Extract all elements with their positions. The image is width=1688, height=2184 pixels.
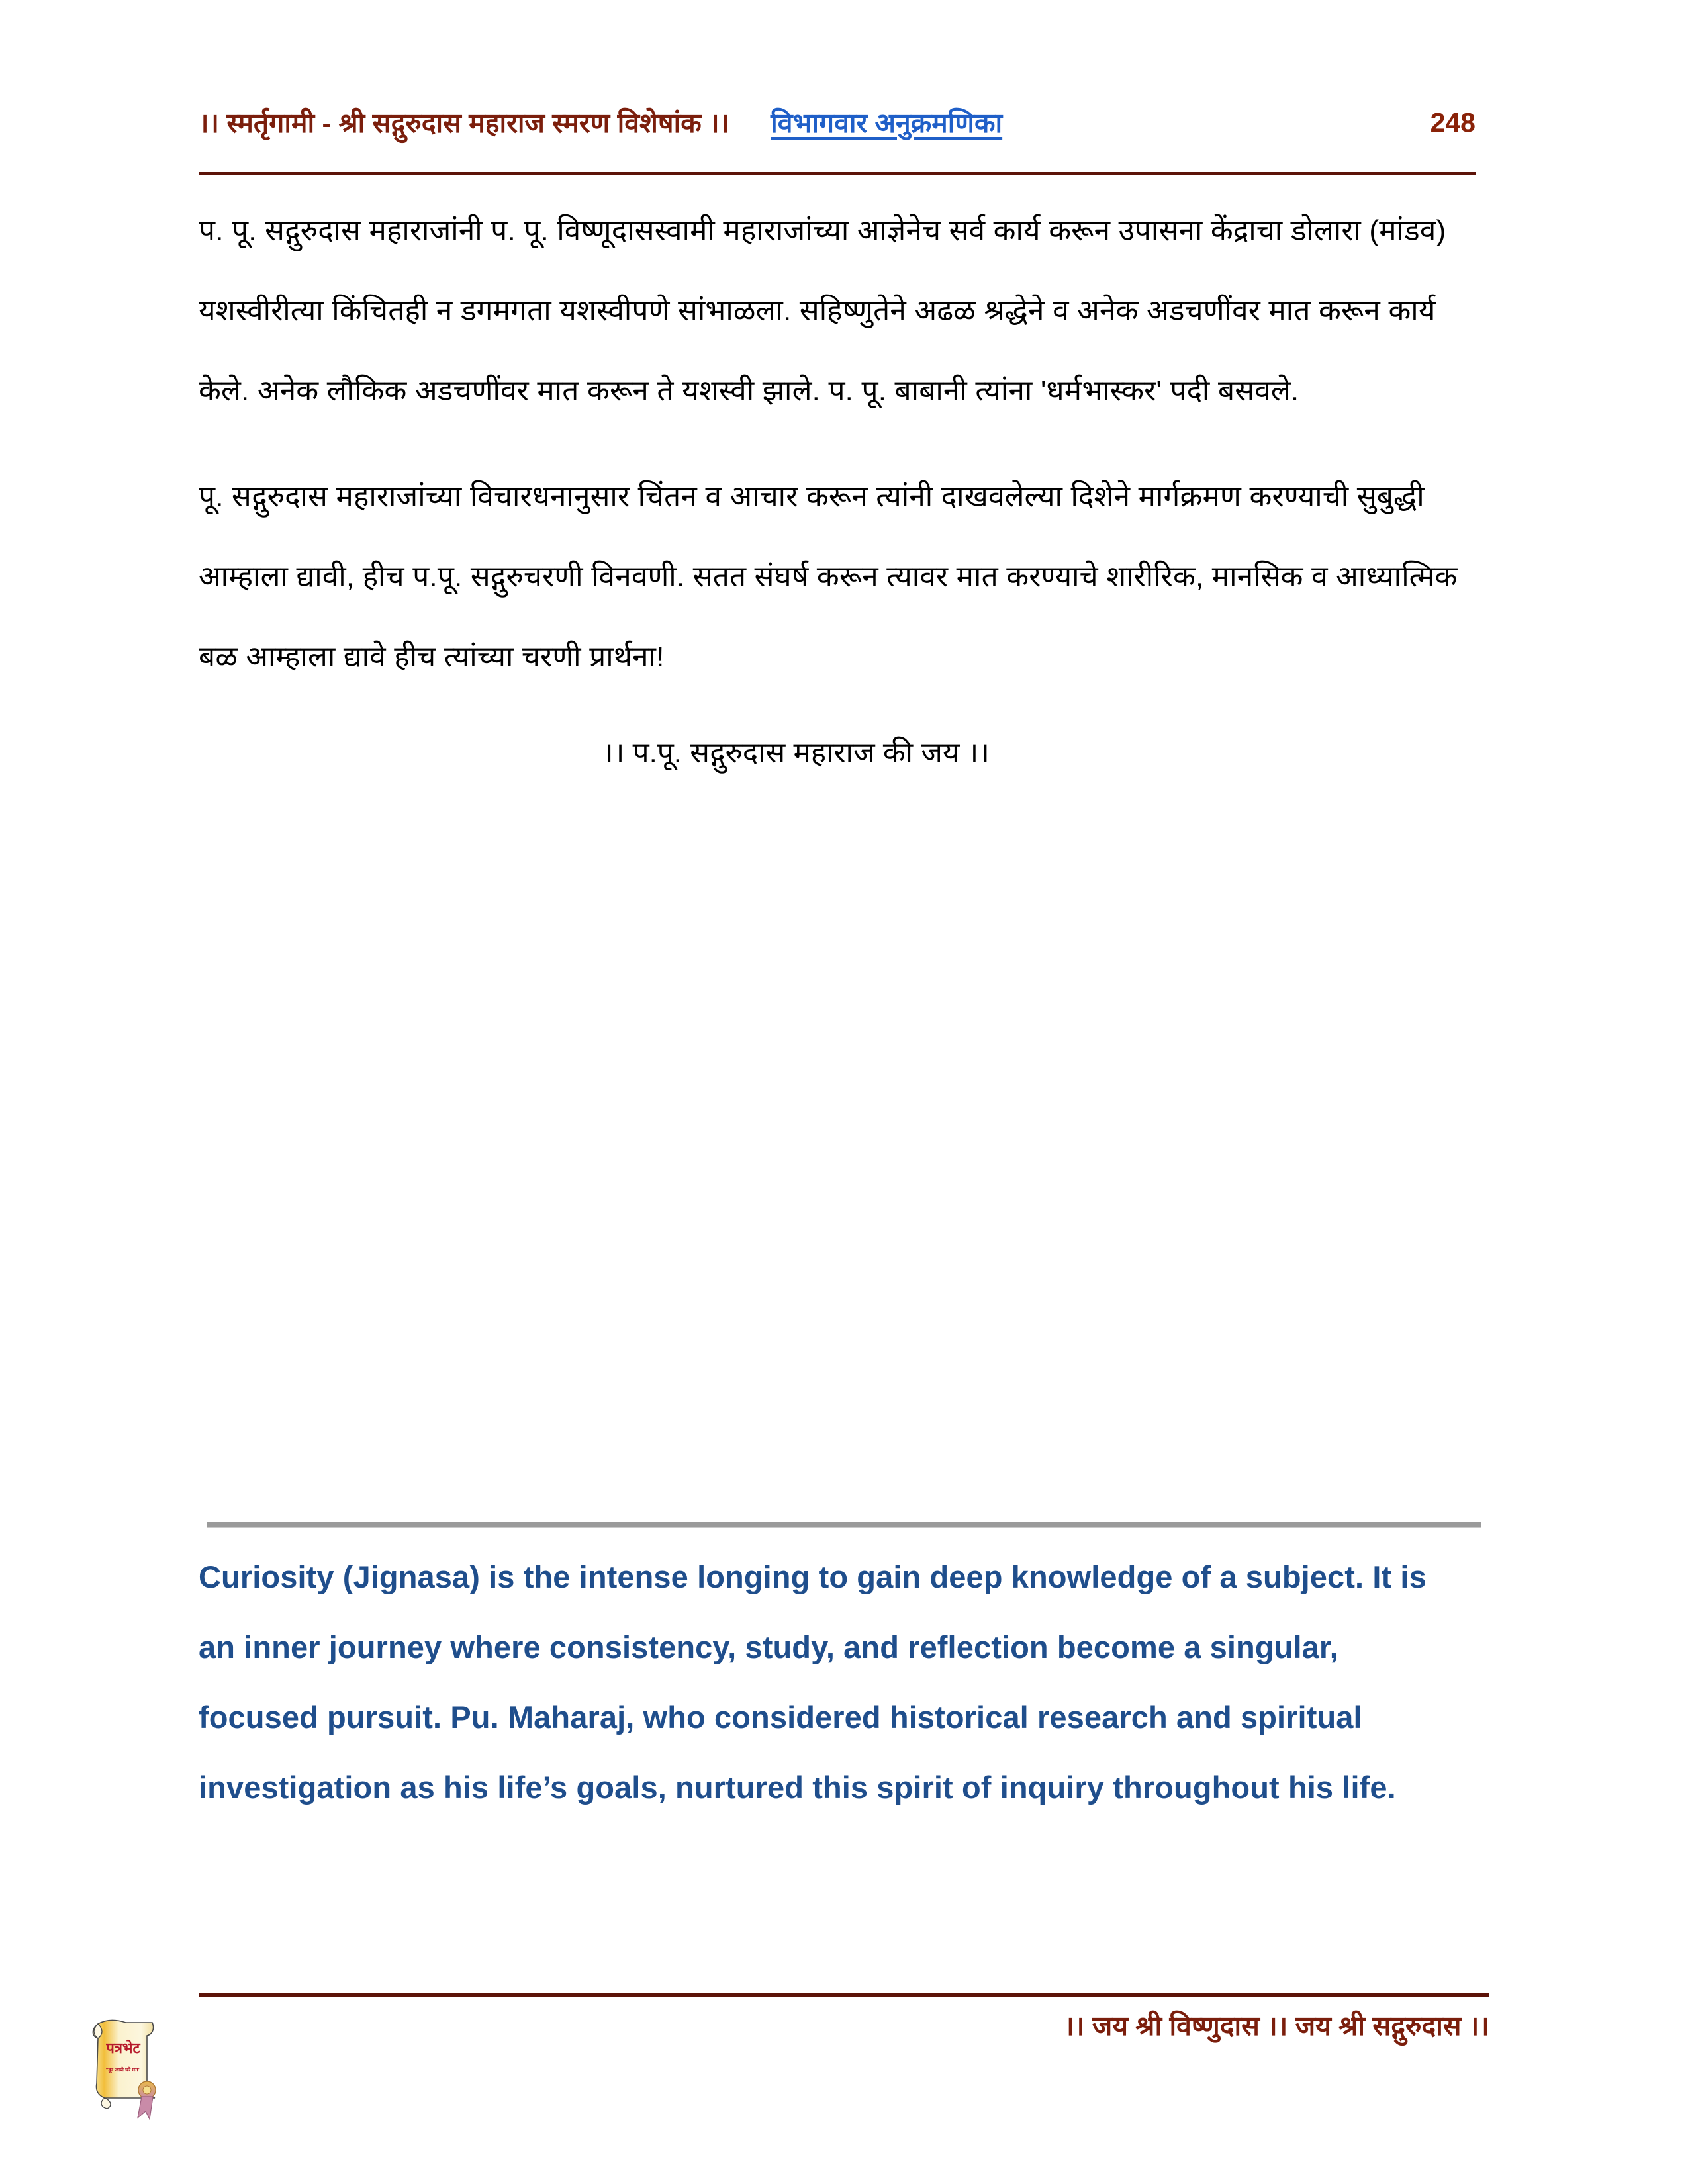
quote-text: Curiosity (Jignasa) is the intense longing to gain deep knowledge of a subject. It is an inner journey where consistency, study, and reflection become a singular, focused pursuit. Pu. Maharaj, who considered historical research and spiritual investigation as his life’s goals, nurtured this spirit of inquiry throughout his life. — [199, 1559, 1427, 1805]
logo-title: पत्रभेट — [106, 2040, 140, 2056]
seal-ribbon-tails — [138, 2097, 153, 2119]
page-title: ।। स्मर्तृगामी - श्री सद्गुरुदास महाराज स्मरण विशेषांक ।। — [199, 108, 730, 138]
page-number: 248 — [1430, 107, 1476, 138]
header-divider — [199, 172, 1476, 175]
footer-text: ।। जय श्री विष्णुदास ।। जय श्री सद्गुरुदास ।। — [1064, 2011, 1489, 2041]
logo-tagline: "दूर जाणे घरे मन" — [105, 2067, 141, 2073]
patrabhet-scroll-logo — [78, 2012, 164, 2128]
seal-center — [143, 2086, 151, 2094]
quote-block — [199, 1542, 1456, 1823]
quote-divider — [207, 1522, 1481, 1528]
footer-divider — [199, 1993, 1489, 1997]
paragraph-2: पू. सद्गुरुदास महाराजांच्या विचारधनानुसार चिंतन व आचार करून त्यांनी दाखवलेल्या दिशेने मार्गक्रमण करण्याची सुबुद्धी आम्हाला द्यावी, हीच प.पू. सद्गुरुचरणी विनवणी. सतत संघर्ष करून त्यावर मात करण्याचे शारीरिक, मानसिक व आध्यात्मिक बळ आम्हाला द्यावे हीच त्यांच्या चरणी प्रार्थना! — [199, 480, 1458, 673]
paragraph-1: प. पू. सद्गुरुदास महाराजांनी प. पू. विष्णूदासस्वामी महाराजांच्या आज्ञेनेच सर्व कार्य करून उपासना केंद्राचा डोलारा (मांडव) यशस्वीरीत्या किंचितही न डगमगता यशस्वीपणे सांभाळला. सहिष्णुतेने अढळ श्रद्धेने व अनेक अडचणींवर मात करून कार्य केले. अनेक लौकिक अडचणींवर मात करून ते यशस्वी झाले. प. पू. बाबानी त्यांना 'धर्मभास्कर' पदी बसवले. — [199, 214, 1446, 407]
scroll-bottom-curl — [101, 2098, 111, 2109]
jay-invocation-line: ।। प.पू. सद्गुरुदास महाराज की जय ।। — [602, 737, 990, 769]
page-header — [199, 93, 1476, 152]
body-content — [199, 191, 1479, 790]
index-link[interactable]: विभागवार अनुक्रमणिका — [771, 108, 1003, 138]
